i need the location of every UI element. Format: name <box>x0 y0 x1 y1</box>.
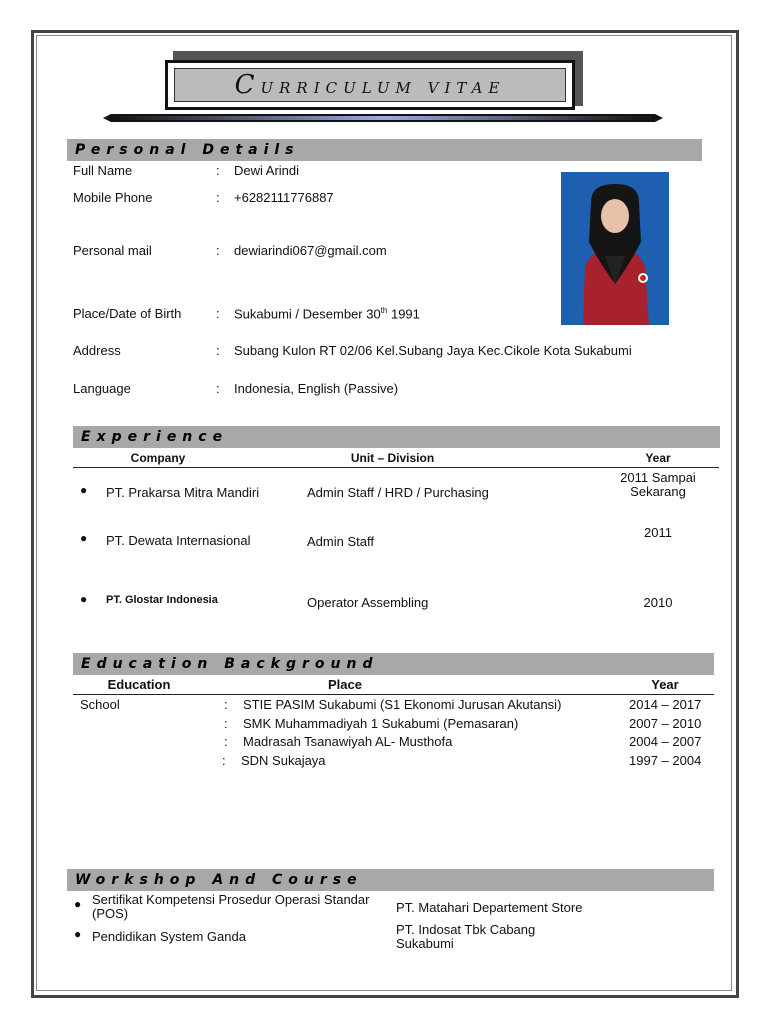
edu-sep-2: : <box>224 716 228 731</box>
sep-full-name: : <box>216 163 220 178</box>
title-box-inner <box>174 68 566 102</box>
edu-year-1: 2014 – 2017 <box>629 697 702 712</box>
title-underline <box>103 114 663 122</box>
exp-bullet-3: ● <box>80 592 88 606</box>
exp-header-rule <box>73 467 719 468</box>
workshop-right-2a: PT. Indosat Tbk Cabang <box>396 922 536 937</box>
personal-details-heading: Personal Details <box>67 139 702 161</box>
birth-date-year: 1991 <box>387 306 420 322</box>
exp-header-unit: Unit – Division <box>350 451 435 465</box>
edu-place-4: SDN Sukajaya <box>241 753 326 768</box>
exp-unit-3: Operator Assembling <box>307 595 429 610</box>
birth-date-ordinal: th <box>380 306 388 315</box>
edu-header-place: Place <box>328 677 362 692</box>
exp-year-3: 2010 <box>643 595 673 610</box>
edu-sep-3: : <box>224 734 228 749</box>
sep-address: : <box>216 343 220 358</box>
edu-place-1: STIE PASIM Sukabumi (S1 Ekonomi Jurusan Akutansi) <box>243 697 562 712</box>
value-mobile-phone: +6282111776887 <box>234 190 334 205</box>
exp-header-year: Year <box>645 451 671 465</box>
edu-year-4: 1997 – 2004 <box>629 753 702 768</box>
edu-level: School <box>80 697 120 712</box>
workshop-bullet-2: ● <box>74 927 82 941</box>
edu-header-rule <box>73 694 714 695</box>
value-language: Indonesia, English (Passive) <box>234 381 399 396</box>
value-full-name: Dewi Arindi <box>234 163 300 178</box>
workshop-left-1a: Sertifikat Kompetensi Prosedur Operasi Standar <box>92 892 370 907</box>
exp-company-1: PT. Prakarsa Mitra Mandiri <box>106 485 260 500</box>
edu-place-2: SMK Muhammadiyah 1 Sukabumi (Pemasaran) <box>243 716 519 731</box>
sep-language: : <box>216 381 220 396</box>
value-personal-mail: dewiarindi067@gmail.com <box>234 243 387 258</box>
profile-photo <box>561 172 669 325</box>
edu-year-2: 2007 – 2010 <box>629 716 702 731</box>
exp-bullet-1: ● <box>80 483 88 497</box>
edu-header-education: Education <box>107 677 171 692</box>
exp-year-1b: Sekarang <box>630 484 686 499</box>
value-address: Subang Kulon RT 02/06 Kel.Subang Jaya Kec.Cikole Kota Sukabumi <box>234 343 632 358</box>
title-box <box>165 60 575 110</box>
sep-personal-mail: : <box>216 243 220 258</box>
exp-header-company: Company <box>130 451 186 465</box>
workshop-right-1: PT. Matahari Departement Store <box>396 900 583 915</box>
label-language: Language <box>73 381 131 396</box>
value-birth <box>234 306 420 321</box>
exp-unit-1: Admin Staff / HRD / Purchasing <box>307 485 489 500</box>
label-birth: Place/Date of Birth <box>73 306 182 321</box>
workshop-left-1b: (POS) <box>92 906 129 921</box>
edu-sep-1: : <box>224 697 228 712</box>
label-full-name: Full Name <box>73 163 133 178</box>
exp-unit-2: Admin Staff <box>307 534 374 549</box>
education-heading: Education Background <box>73 653 714 675</box>
edu-header-year: Year <box>651 677 679 692</box>
exp-year-2: 2011 <box>644 525 672 540</box>
edu-sep-4: : <box>222 753 226 768</box>
label-address: Address <box>73 343 121 358</box>
exp-bullet-2: ● <box>80 531 88 545</box>
label-personal-mail: Personal mail <box>73 243 152 258</box>
exp-company-3: PT. Glostar Indonesia <box>106 594 218 606</box>
edu-place-3: Madrasah Tsanawiyah AL- Musthofa <box>243 734 453 749</box>
cv-title: CURRICULUM VITAE <box>234 70 506 100</box>
birth-date-main: Sukabumi / Desember 30 <box>234 306 381 322</box>
experience-heading: Experience <box>73 426 720 448</box>
workshop-right-2b: Sukabumi <box>396 936 454 951</box>
sep-birth: : <box>216 306 220 321</box>
exp-company-2: PT. Dewata Internasional <box>106 533 251 548</box>
label-mobile-phone: Mobile Phone <box>73 190 153 205</box>
sep-mobile-phone: : <box>216 190 220 205</box>
workshop-heading: Workshop And Course <box>67 869 714 891</box>
edu-year-3: 2004 – 2007 <box>629 734 702 749</box>
workshop-left-2: Pendidikan System Ganda <box>92 929 246 944</box>
exp-year-1a: 2011 Sampai <box>620 470 696 485</box>
workshop-bullet-1: ● <box>74 897 82 911</box>
